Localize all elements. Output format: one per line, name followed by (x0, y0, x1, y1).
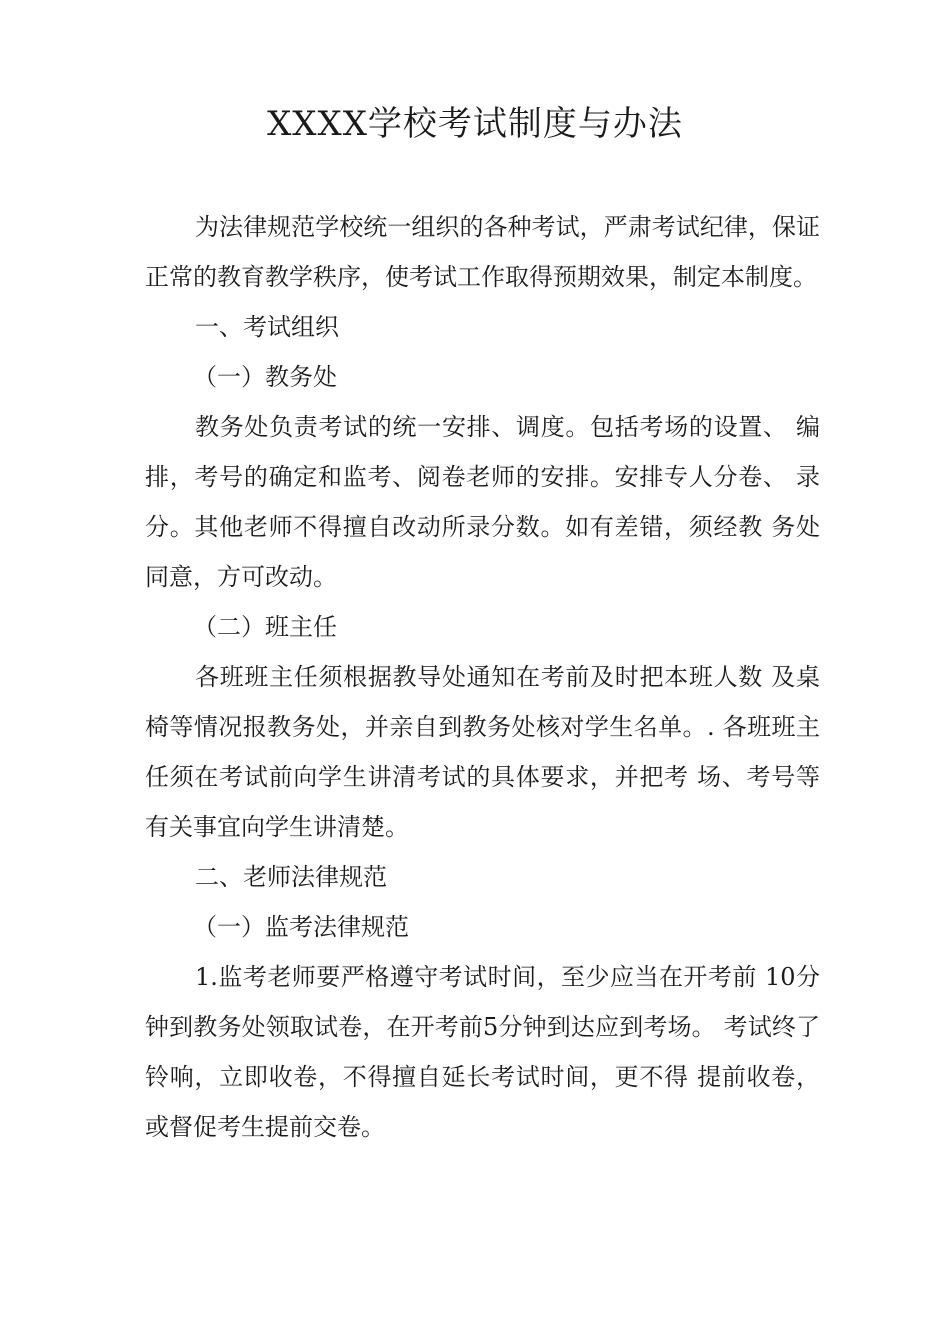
document-body (145, 202, 820, 1152)
section-1-heading: 一、考试组织 (195, 313, 339, 341)
intro-paragraph: 为法律规范学校统一组织的各种考试，严肃考试纪律，保证 正常的教育教学秩序，使考试工作取得预期效果，制定本制度。 (145, 213, 820, 291)
section-1-sub-1-paragraph: 教务处负责考试的统一安排、调度。包括考场的设置、 编排，考号的确定和监考、阅卷老师的安排。安排专人分卷、 录分。其他老师不得擅自改动所录分数。如有差错，须经教 务处同意，方可改动。 (145, 413, 820, 591)
section-1-sub-2-heading: （二）班主任 (193, 613, 337, 641)
section-2-item-1-paragraph: 1.监考老师要严格遵守考试时间，至少应当在开考前 10分钟到教务处领取试卷，在开考前5分钟到达应到考场。 考试终了铃响，立即收卷，不得擅自延长考试时间，更不得 提前收卷，或督促考生提前交卷。 (145, 963, 820, 1141)
section-1-sub-2-paragraph: 各班班主任须根据教导处通知在考前及时把本班人数 及桌椅等情况报教务处，并亲自到教务处核对学生名单。. 各班班主任须在考试前向学生讲清考试的具体要求，并把考 场、考号等有关事宜向学生讲清楚。 (145, 663, 820, 841)
document-title: XXXX学校考试制度与办法 (267, 104, 683, 144)
section-1-sub-1-heading: （一）教务处 (193, 363, 337, 391)
section-2-sub-1-heading: （一）监考法律规范 (193, 913, 409, 941)
section-2-heading: 二、老师法律规范 (195, 863, 387, 891)
